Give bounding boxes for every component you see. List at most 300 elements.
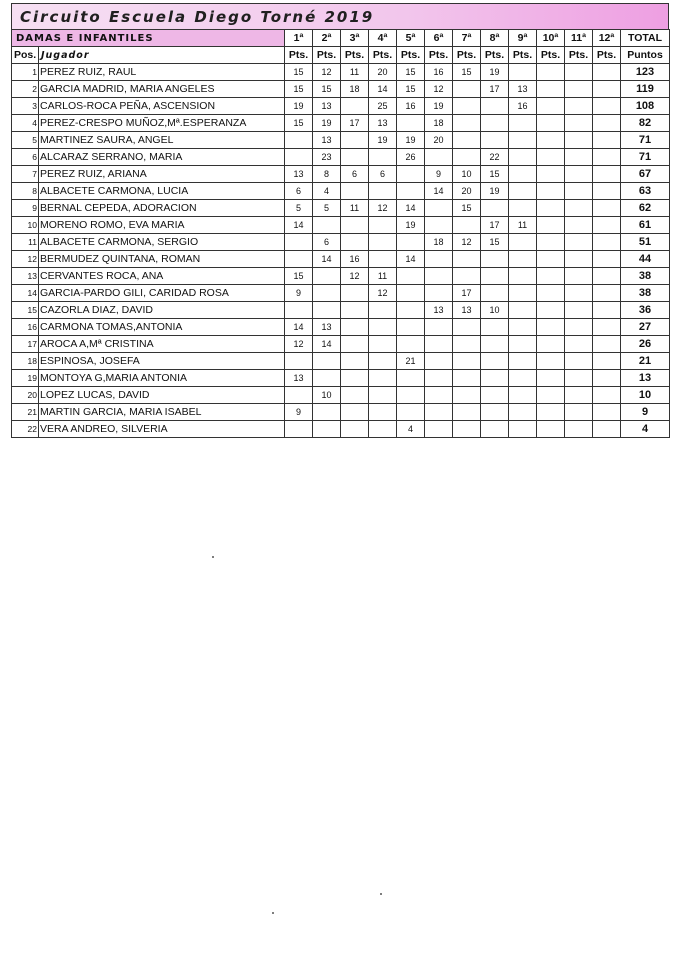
- round-score: [593, 387, 621, 404]
- round-score: 19: [369, 132, 397, 149]
- round-score: 17: [453, 285, 481, 302]
- player-total: 108: [621, 98, 670, 115]
- results-sheet: [11, 3, 669, 438]
- round-score: 18: [425, 115, 453, 132]
- player-name: ALCARAZ SERRANO, MARIA: [39, 149, 285, 166]
- player-position: 11: [12, 234, 39, 251]
- player-position: 7: [12, 166, 39, 183]
- round-score: [341, 285, 369, 302]
- round-score: [313, 353, 341, 370]
- table-row: [12, 115, 670, 132]
- round-score: [425, 387, 453, 404]
- round-score: [425, 421, 453, 438]
- round-score: [481, 336, 509, 353]
- player-total: 36: [621, 302, 670, 319]
- round-score: [565, 217, 593, 234]
- round-header: 4ª: [369, 30, 397, 47]
- round-score: [565, 81, 593, 98]
- round-score: 17: [341, 115, 369, 132]
- round-score: 20: [453, 183, 481, 200]
- round-score: [565, 336, 593, 353]
- round-score: [537, 387, 565, 404]
- round-score: 15: [285, 115, 313, 132]
- round-score: [509, 387, 537, 404]
- round-header: 11ª: [565, 30, 593, 47]
- round-score: [369, 336, 397, 353]
- round-score: [397, 404, 425, 421]
- round-score: [565, 285, 593, 302]
- round-score: [397, 234, 425, 251]
- round-score: 8: [313, 166, 341, 183]
- round-score: [341, 234, 369, 251]
- player-position: 9: [12, 200, 39, 217]
- round-score: [481, 200, 509, 217]
- round-score: [313, 217, 341, 234]
- round-score: [369, 319, 397, 336]
- round-score: [537, 217, 565, 234]
- round-score: [453, 132, 481, 149]
- player-total: 51: [621, 234, 670, 251]
- round-score: [593, 115, 621, 132]
- round-score: [453, 251, 481, 268]
- round-score: [509, 234, 537, 251]
- sheet-title: Circuito Escuela Diego Torné 2019: [11, 3, 669, 29]
- round-score: [425, 319, 453, 336]
- round-score: [313, 370, 341, 387]
- round-score: 13: [453, 302, 481, 319]
- player-position: 6: [12, 149, 39, 166]
- player-position: 12: [12, 251, 39, 268]
- player-total: 21: [621, 353, 670, 370]
- player-position: 17: [12, 336, 39, 353]
- round-score: 13: [509, 81, 537, 98]
- round-score: 15: [313, 81, 341, 98]
- round-score: [453, 353, 481, 370]
- round-score: [341, 404, 369, 421]
- round-score: [369, 421, 397, 438]
- round-score: 19: [313, 115, 341, 132]
- round-score: 6: [341, 166, 369, 183]
- round-score: 26: [397, 149, 425, 166]
- round-score: 14: [313, 336, 341, 353]
- round-score: [593, 336, 621, 353]
- player-name: VERA ANDREO, SILVERIA: [39, 421, 285, 438]
- round-score: 19: [425, 98, 453, 115]
- round-score: [397, 115, 425, 132]
- round-score: 15: [481, 234, 509, 251]
- table-row: [12, 336, 670, 353]
- player-total: 44: [621, 251, 670, 268]
- round-score: [285, 302, 313, 319]
- round-score: 9: [285, 404, 313, 421]
- header-row-rounds: [12, 30, 670, 47]
- table-row: [12, 302, 670, 319]
- round-score: [481, 251, 509, 268]
- round-score: [593, 404, 621, 421]
- round-score: [537, 166, 565, 183]
- round-score: 4: [397, 421, 425, 438]
- round-score: 6: [313, 234, 341, 251]
- round-score: [341, 421, 369, 438]
- pos-header: Pos.: [12, 47, 39, 64]
- table-row: [12, 200, 670, 217]
- round-score: [285, 149, 313, 166]
- round-score: [313, 302, 341, 319]
- round-score: [369, 387, 397, 404]
- round-score: [537, 149, 565, 166]
- round-score: 12: [369, 200, 397, 217]
- round-score: [565, 404, 593, 421]
- round-score: [537, 200, 565, 217]
- round-score: [565, 370, 593, 387]
- round-score: 16: [425, 64, 453, 81]
- pts-header: Pts.: [565, 47, 593, 64]
- round-score: [341, 370, 369, 387]
- table-row: [12, 387, 670, 404]
- round-score: [313, 268, 341, 285]
- round-score: [537, 132, 565, 149]
- round-score: [537, 370, 565, 387]
- round-score: [537, 268, 565, 285]
- round-score: [397, 302, 425, 319]
- round-score: [565, 268, 593, 285]
- round-score: [425, 251, 453, 268]
- round-score: [425, 336, 453, 353]
- round-score: [565, 319, 593, 336]
- round-score: 15: [285, 64, 313, 81]
- pts-header: Pts.: [537, 47, 565, 64]
- round-header: 6ª: [425, 30, 453, 47]
- round-score: 25: [369, 98, 397, 115]
- player-total: 61: [621, 217, 670, 234]
- round-score: [481, 404, 509, 421]
- player-name: PEREZ RUIZ, ARIANA: [39, 166, 285, 183]
- player-total: 71: [621, 132, 670, 149]
- pts-header: Pts.: [425, 47, 453, 64]
- player-name: CERVANTES ROCA, ANA: [39, 268, 285, 285]
- round-score: [369, 353, 397, 370]
- round-score: [285, 132, 313, 149]
- round-score: [481, 319, 509, 336]
- player-name: BERMUDEZ QUINTANA, ROMAN: [39, 251, 285, 268]
- player-total: 9: [621, 404, 670, 421]
- results-table: [11, 29, 670, 438]
- round-score: [397, 370, 425, 387]
- round-score: 14: [397, 251, 425, 268]
- round-score: [453, 149, 481, 166]
- player-position: 3: [12, 98, 39, 115]
- player-name: MARTIN GARCIA, MARIA ISABEL: [39, 404, 285, 421]
- round-score: [481, 387, 509, 404]
- player-total: 82: [621, 115, 670, 132]
- round-score: [565, 149, 593, 166]
- jugador-header: Jugador: [39, 47, 285, 64]
- round-score: [285, 251, 313, 268]
- round-score: [593, 302, 621, 319]
- pts-header: Pts.: [593, 47, 621, 64]
- round-score: [565, 302, 593, 319]
- table-row: [12, 81, 670, 98]
- round-score: [313, 421, 341, 438]
- round-header: 7ª: [453, 30, 481, 47]
- player-name: MARTINEZ SAURA, ANGEL: [39, 132, 285, 149]
- player-total: 4: [621, 421, 670, 438]
- round-score: [509, 370, 537, 387]
- table-row: [12, 183, 670, 200]
- round-score: 19: [285, 98, 313, 115]
- header-row-labels: [12, 47, 670, 64]
- category-label: DAMAS E INFANTILES: [12, 30, 285, 47]
- round-score: 14: [369, 81, 397, 98]
- round-score: [537, 285, 565, 302]
- round-score: [509, 404, 537, 421]
- round-score: [537, 183, 565, 200]
- round-score: [593, 98, 621, 115]
- round-score: 17: [481, 81, 509, 98]
- round-score: [453, 387, 481, 404]
- player-position: 16: [12, 319, 39, 336]
- round-score: 4: [313, 183, 341, 200]
- player-name: BERNAL CEPEDA, ADORACION: [39, 200, 285, 217]
- round-score: 18: [341, 81, 369, 98]
- player-name: CARMONA TOMAS,ANTONIA: [39, 319, 285, 336]
- player-name: GARCIA-PARDO GILI, CARIDAD ROSA: [39, 285, 285, 302]
- round-score: [369, 404, 397, 421]
- round-score: [341, 217, 369, 234]
- round-score: [593, 251, 621, 268]
- round-score: [425, 285, 453, 302]
- round-score: [509, 132, 537, 149]
- round-score: [369, 217, 397, 234]
- round-score: [537, 336, 565, 353]
- pts-header: Pts.: [481, 47, 509, 64]
- round-score: [509, 421, 537, 438]
- pts-header: Pts.: [341, 47, 369, 64]
- round-score: 12: [285, 336, 313, 353]
- round-score: [341, 302, 369, 319]
- round-score: [565, 200, 593, 217]
- round-header: 2ª: [313, 30, 341, 47]
- pts-header: Pts.: [509, 47, 537, 64]
- player-name: ALBACETE CARMONA, LUCIA: [39, 183, 285, 200]
- round-score: [565, 183, 593, 200]
- round-score: 13: [313, 132, 341, 149]
- round-score: [285, 353, 313, 370]
- round-score: [313, 404, 341, 421]
- round-score: [341, 336, 369, 353]
- player-name: GARCIA MADRID, MARIA ANGELES: [39, 81, 285, 98]
- player-position: 18: [12, 353, 39, 370]
- pts-header: Pts.: [453, 47, 481, 64]
- round-score: [565, 421, 593, 438]
- round-score: [537, 251, 565, 268]
- round-header: 3ª: [341, 30, 369, 47]
- player-total: 119: [621, 81, 670, 98]
- round-score: [593, 319, 621, 336]
- player-total: 10: [621, 387, 670, 404]
- round-score: 15: [285, 268, 313, 285]
- round-score: [537, 319, 565, 336]
- round-score: 15: [453, 200, 481, 217]
- round-header: 12ª: [593, 30, 621, 47]
- round-score: [397, 183, 425, 200]
- player-name: ALBACETE CARMONA, SERGIO: [39, 234, 285, 251]
- round-score: 5: [313, 200, 341, 217]
- player-name: PEREZ-CRESPO MUÑOZ,Mª.ESPERANZA: [39, 115, 285, 132]
- round-score: [425, 149, 453, 166]
- round-header: 9ª: [509, 30, 537, 47]
- round-score: [593, 81, 621, 98]
- total-header: TOTAL: [621, 30, 670, 47]
- round-score: [509, 200, 537, 217]
- round-score: 16: [397, 98, 425, 115]
- round-score: 15: [285, 81, 313, 98]
- round-score: [453, 336, 481, 353]
- player-name: LOPEZ LUCAS, DAVID: [39, 387, 285, 404]
- round-score: [593, 200, 621, 217]
- round-score: [341, 183, 369, 200]
- round-score: [481, 98, 509, 115]
- round-score: [565, 387, 593, 404]
- round-score: 15: [481, 166, 509, 183]
- round-score: [509, 302, 537, 319]
- round-score: [593, 268, 621, 285]
- round-score: 6: [285, 183, 313, 200]
- round-score: [509, 251, 537, 268]
- round-score: 20: [369, 64, 397, 81]
- round-score: [537, 64, 565, 81]
- round-score: 13: [369, 115, 397, 132]
- round-score: [425, 370, 453, 387]
- round-score: 14: [425, 183, 453, 200]
- round-score: [453, 370, 481, 387]
- round-score: [453, 404, 481, 421]
- round-score: 13: [425, 302, 453, 319]
- table-row: [12, 234, 670, 251]
- round-score: 12: [369, 285, 397, 302]
- round-score: [593, 166, 621, 183]
- round-score: [593, 353, 621, 370]
- round-score: [481, 115, 509, 132]
- player-position: 5: [12, 132, 39, 149]
- results-body: [12, 64, 670, 438]
- round-score: [425, 353, 453, 370]
- round-score: [453, 115, 481, 132]
- round-score: 18: [425, 234, 453, 251]
- table-row: [12, 132, 670, 149]
- round-score: [369, 183, 397, 200]
- round-score: 11: [369, 268, 397, 285]
- round-score: 12: [453, 234, 481, 251]
- round-header: 10ª: [537, 30, 565, 47]
- player-position: 10: [12, 217, 39, 234]
- round-score: 10: [313, 387, 341, 404]
- round-score: [285, 421, 313, 438]
- player-name: CAZORLA DIAZ, DAVID: [39, 302, 285, 319]
- round-score: [425, 217, 453, 234]
- table-row: [12, 98, 670, 115]
- player-position: 13: [12, 268, 39, 285]
- round-score: [425, 404, 453, 421]
- round-score: 9: [285, 285, 313, 302]
- round-score: 6: [369, 166, 397, 183]
- table-row: [12, 404, 670, 421]
- player-name: MORENO ROMO, EVA MARIA: [39, 217, 285, 234]
- round-score: 12: [313, 64, 341, 81]
- pts-header: Pts.: [397, 47, 425, 64]
- table-row: [12, 319, 670, 336]
- round-score: 9: [425, 166, 453, 183]
- round-score: [341, 319, 369, 336]
- player-position: 2: [12, 81, 39, 98]
- round-score: 16: [341, 251, 369, 268]
- round-score: 19: [397, 217, 425, 234]
- round-score: [537, 234, 565, 251]
- player-total: 38: [621, 285, 670, 302]
- round-score: [341, 387, 369, 404]
- table-row: [12, 268, 670, 285]
- round-score: [565, 234, 593, 251]
- table-row: [12, 370, 670, 387]
- table-row: [12, 64, 670, 81]
- round-score: [285, 234, 313, 251]
- player-name: MONTOYA G,MARIA ANTONIA: [39, 370, 285, 387]
- round-score: 14: [285, 217, 313, 234]
- round-score: [453, 268, 481, 285]
- round-score: [369, 149, 397, 166]
- round-score: [537, 115, 565, 132]
- player-total: 13: [621, 370, 670, 387]
- round-score: [341, 149, 369, 166]
- round-score: [453, 421, 481, 438]
- round-score: [397, 268, 425, 285]
- round-score: [509, 353, 537, 370]
- scan-speck: [272, 912, 274, 914]
- round-score: 19: [481, 183, 509, 200]
- round-score: [509, 166, 537, 183]
- round-score: 19: [397, 132, 425, 149]
- round-score: [397, 319, 425, 336]
- round-score: [593, 370, 621, 387]
- round-score: [509, 149, 537, 166]
- round-score: [481, 421, 509, 438]
- round-header: 1ª: [285, 30, 313, 47]
- round-score: [453, 217, 481, 234]
- round-score: 13: [285, 166, 313, 183]
- round-score: [537, 98, 565, 115]
- round-score: [397, 285, 425, 302]
- round-score: [481, 268, 509, 285]
- round-score: [341, 353, 369, 370]
- puntos-header: Puntos: [621, 47, 670, 64]
- round-score: 14: [285, 319, 313, 336]
- round-score: [369, 370, 397, 387]
- round-score: 12: [425, 81, 453, 98]
- player-position: 19: [12, 370, 39, 387]
- table-row: [12, 421, 670, 438]
- table-row: [12, 149, 670, 166]
- round-score: 19: [481, 64, 509, 81]
- round-score: 10: [453, 166, 481, 183]
- round-score: [425, 268, 453, 285]
- round-score: [481, 353, 509, 370]
- round-score: [509, 64, 537, 81]
- round-score: 23: [313, 149, 341, 166]
- player-total: 26: [621, 336, 670, 353]
- round-score: [509, 336, 537, 353]
- round-score: [481, 132, 509, 149]
- player-name: ESPINOSA, JOSEFA: [39, 353, 285, 370]
